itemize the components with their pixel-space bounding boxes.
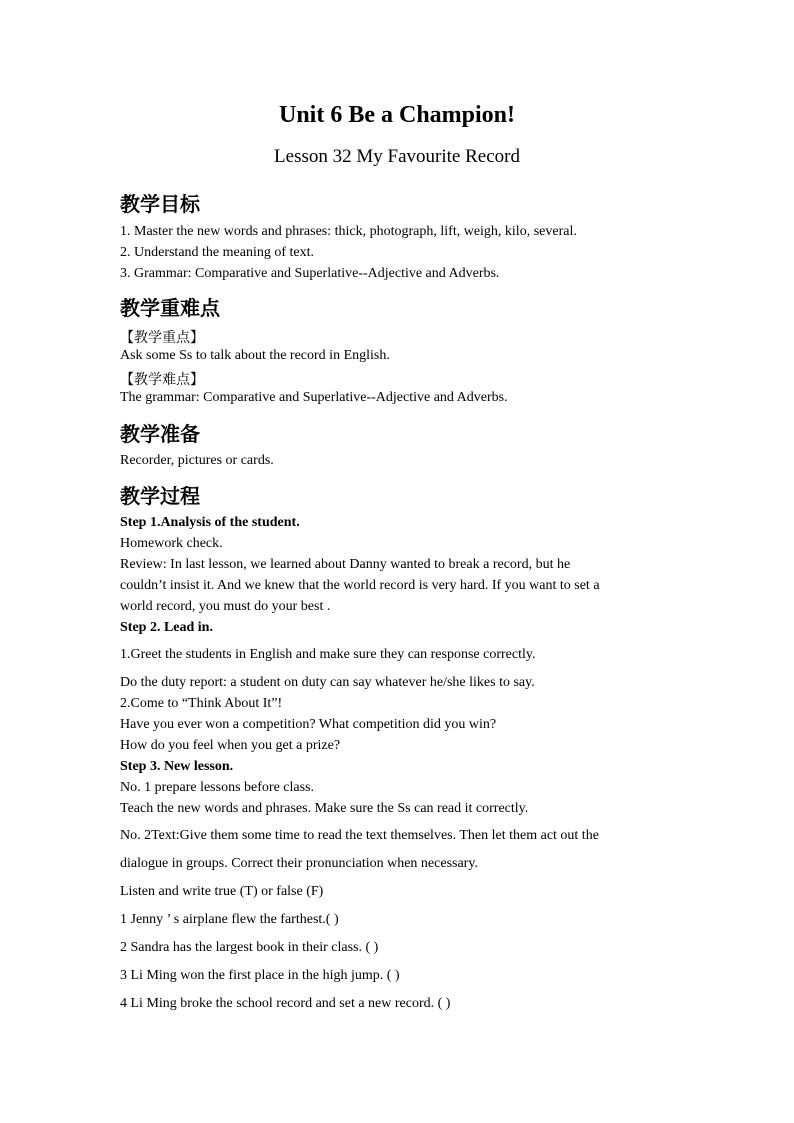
key-point-label: 【教学重点】 <box>120 331 204 346</box>
lesson-subtitle: Lesson 32 My Favourite Record <box>274 146 520 167</box>
preparation-heading: 教学准备 <box>120 422 200 446</box>
difficult-point-label: 【教学难点】 <box>120 373 204 388</box>
key-points-heading: 教学重难点 <box>120 296 220 320</box>
preparation-text: Recorder, pictures or cards. <box>120 453 274 468</box>
objective-line: 3. Grammar: Comparative and Superlative--Adjective and Adverbs. <box>120 266 500 281</box>
process-line: No. 2Text:Give them some time to read the text themselves. Then let them act out the <box>120 828 599 843</box>
quiz-item: 3 Li Ming won the first place in the high jump. ( ) <box>120 968 400 983</box>
quiz-item: 2 Sandra has the largest book in their class. ( ) <box>120 940 379 955</box>
process-line: Listen and write true (T) or false (F) <box>120 884 324 899</box>
document-title: Unit 6 Be a Champion! <box>278 102 516 128</box>
key-point-text: Ask some Ss to talk about the record in English. <box>120 348 390 363</box>
process-line: 2.Come to “Think About It”! <box>120 696 283 711</box>
process-line: Homework check. <box>120 536 223 551</box>
objective-line: 2. Understand the meaning of text. <box>120 245 315 260</box>
process-line: Do the duty report: a student on duty can say whatever he/she likes to say. <box>120 675 535 690</box>
process-heading: 教学过程 <box>120 484 200 508</box>
process-line: dialogue in groups. Correct their pronunciation when necessary. <box>120 856 478 871</box>
difficult-point-text: The grammar: Comparative and Superlative--Adjective and Adverbs. <box>120 390 508 405</box>
step-heading: Step 1.Analysis of the student. <box>120 515 300 530</box>
process-line: Review: In last lesson, we learned about Danny wanted to break a record, but he <box>120 557 571 572</box>
process-line: couldn’t insist it. And we knew that the world record is very hard. If you want to set a <box>120 578 600 593</box>
process-line: How do you feel when you get a prize? <box>120 738 341 753</box>
process-line: Have you ever won a competition? What competition did you win? <box>120 717 497 732</box>
quiz-item: 4 Li Ming broke the school record and set a new record. ( ) <box>120 996 451 1011</box>
process-line: 1.Greet the students in English and make sure they can response correctly. <box>120 647 536 662</box>
process-line: No. 1 prepare lessons before class. <box>120 780 314 795</box>
process-line: world record, you must do your best . <box>120 599 331 614</box>
step-heading: Step 2. Lead in. <box>120 620 213 635</box>
objective-line: 1. Master the new words and phrases: thick, photograph, lift, weigh, kilo, several. <box>120 224 577 239</box>
objectives-heading: 教学目标 <box>120 192 200 216</box>
process-line: Teach the new words and phrases. Make sure the Ss can read it correctly. <box>120 801 529 816</box>
step-heading: Step 3. New lesson. <box>120 759 234 774</box>
quiz-item: 1 Jenny ’ s airplane flew the farthest.( ) <box>120 912 339 927</box>
